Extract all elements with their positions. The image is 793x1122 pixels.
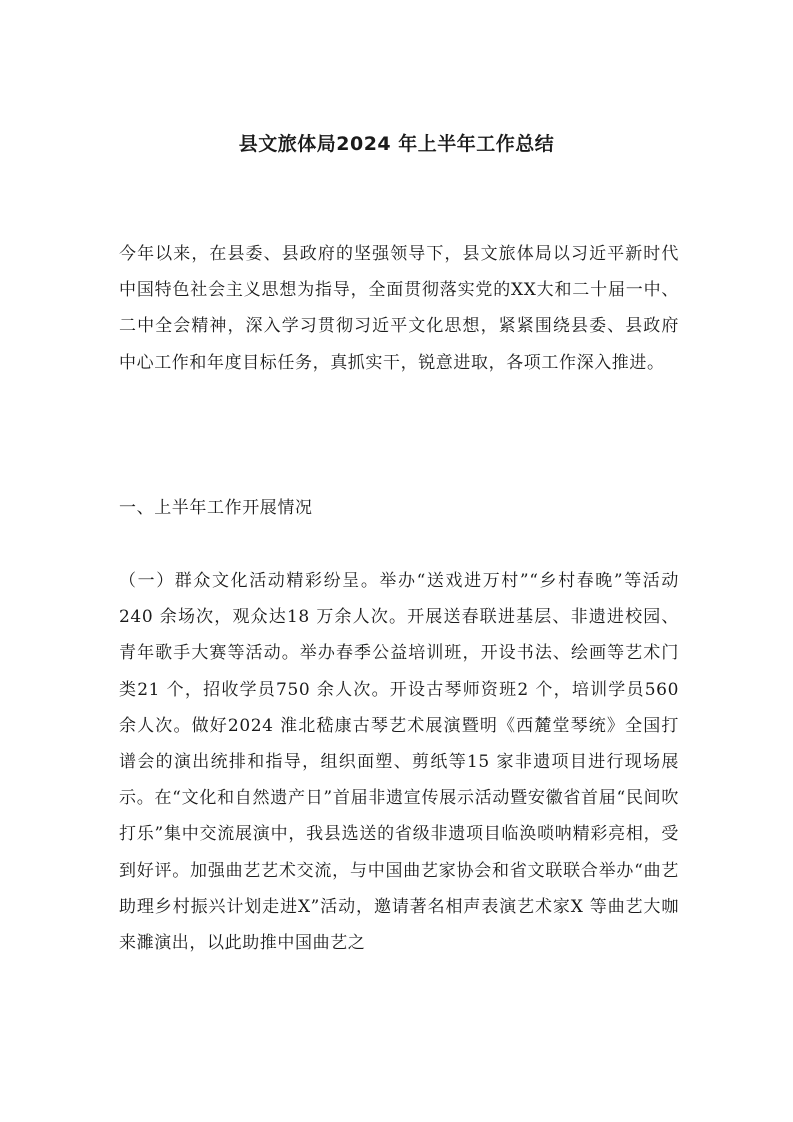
intro-paragraph: 今年以来，在县委、县政府的坚强领导下，县文旅体局以习近平新时代中国特色社会主义思想为指导，全面贯彻落实党的XX大和二十届一中、二中全会精神，深入学习贯彻习近平文化思想，紧紧围绕县委、县政府中心工作和年度目标任务，真抓实干，锐意进取，各项工作深入推进。 bbox=[119, 244, 679, 373]
subsection-paragraph: （一）群众文化活动精彩纷呈。举办“送戏进万村”“乡村春晚”等活动240 余场次，观众达18 万余人次。开展送春联进基层、非遗进校园、青年歌手大赛等活动。举办春季公益培训班，开设书法、绘画等艺术门类21 个，招收学员750 余人次。开设古琴师资班2 个，培训学员560 余人次。做好2024 淮北嵇康古琴艺术展演暨明《西麓堂琴统》全国打谱会的演出统排和指导，组织面塑、剪纸等15 家非遗项目进行现场展示。在“文化和自然遗产日”首届非遗宣传展示活动暨安徽省首届“民间吹打乐”集中交流展演中，我县选送的省级非遗项目临涣唢呐精彩亮相，受到好评。加强曲艺艺术交流，与中国曲艺家协会和省文联联合举办“曲艺助理乡村振兴计划走进X”活动，邀请著名相声表演艺术家X 等曲艺大咖来濉演出，以此助推中国曲艺之 bbox=[119, 571, 679, 954]
section-heading: 一、上半年工作开展情况 bbox=[119, 498, 313, 518]
page-title: 县文旅体局2024 年上半年工作总结 bbox=[238, 133, 555, 155]
